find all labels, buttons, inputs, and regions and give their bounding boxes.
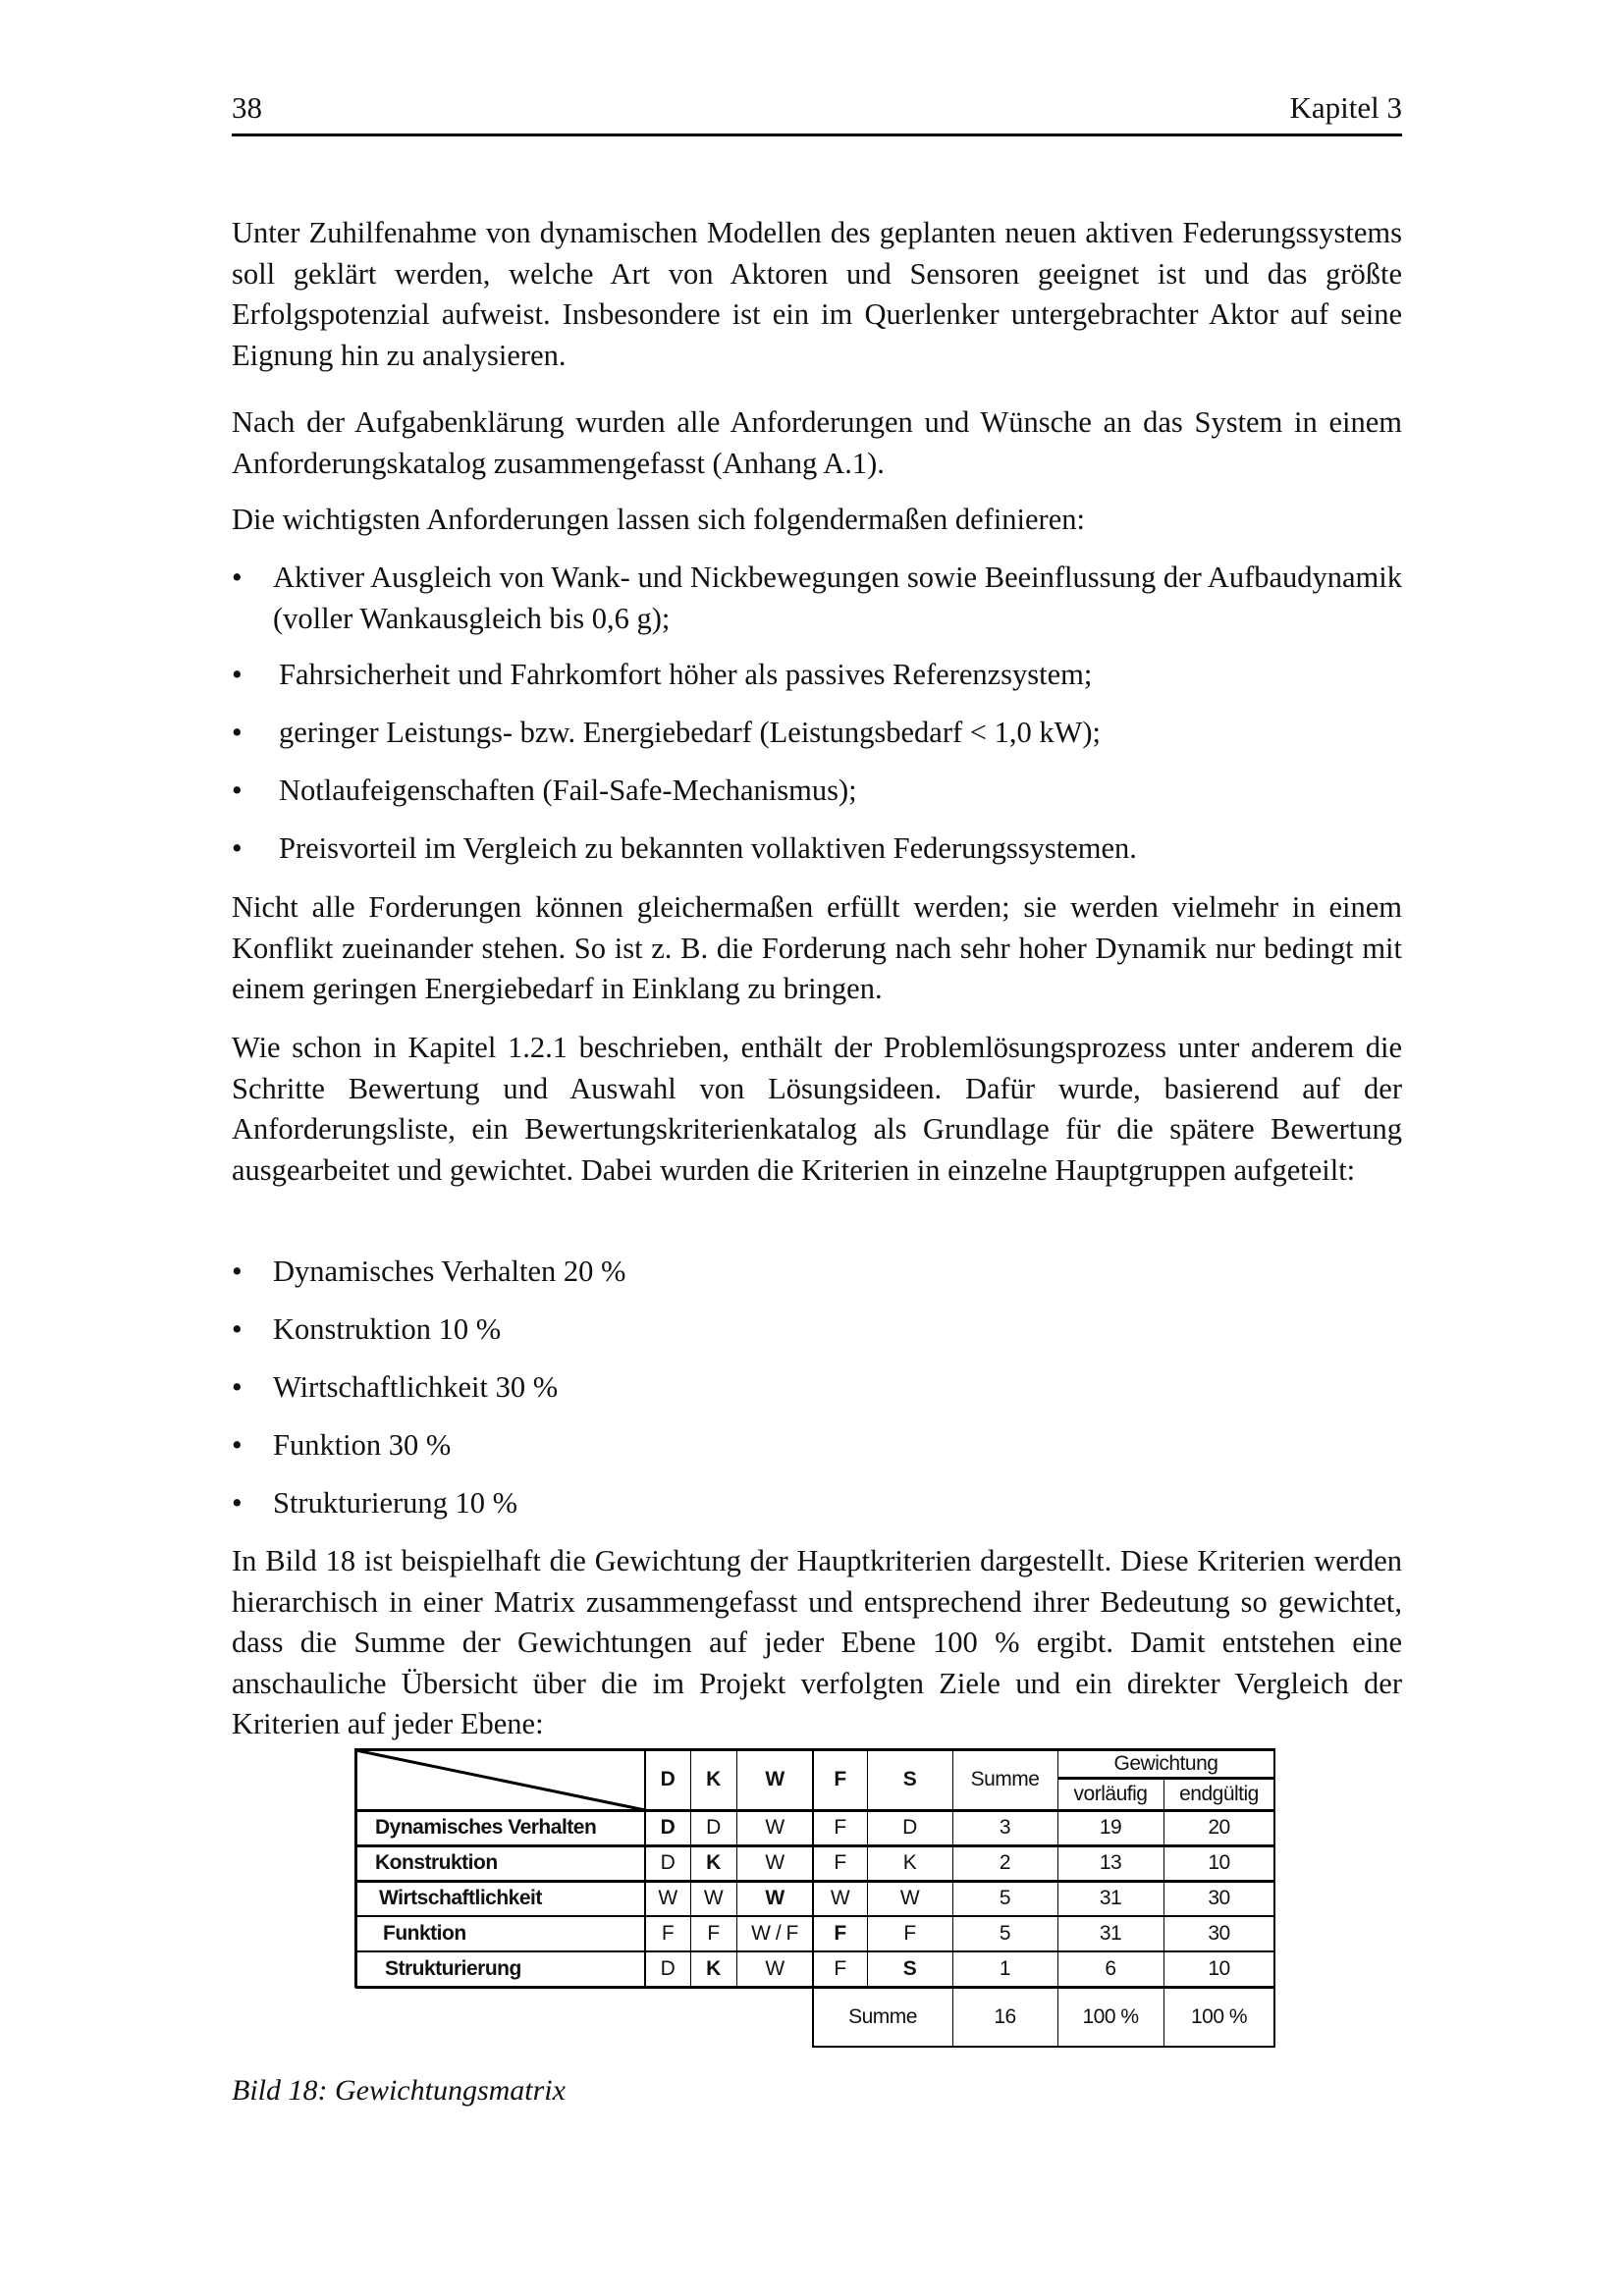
matrix-cell: K [706, 1851, 721, 1874]
matrix-cell: D [902, 1816, 917, 1839]
paragraph: In Bild 18 ist beispielhaft die Gewichtung der Hauptkriterien dargestellt. Diese Kriterien werden hierarchisch in einer Matrix zusammengefasst und entsprechend ihrer Bedeutung so gewichtet, dass die Summe der Gewichtungen auf jeder Ebene 100 % ergibt. Damit entstehen eine anschauliche Übersicht über die im Projekt verfolgten Ziele und ein direkter Vergleich der Kriterien auf jeder Ebene: [232, 1544, 1402, 1740]
list-item-text: Konstruktion 10 % [273, 1312, 502, 1346]
row-prelim: 31 [1099, 1922, 1122, 1945]
row-label: Funktion [383, 1922, 466, 1945]
matrix-cell: D [660, 1957, 676, 1980]
list-item-text: geringer Leistungs- bzw. Energiebedarf (Leistungsbedarf < 1,0 kW); [279, 716, 1102, 749]
total-label: Summe [848, 2004, 917, 2028]
row-prelim: 6 [1105, 1957, 1116, 1980]
list-item-text: Fahrsicherheit und Fahrkomfort höher als passives Referenzsystem; [279, 658, 1093, 691]
grid-line [736, 1748, 737, 1988]
matrix-cell: W [703, 1887, 724, 1909]
bullet-icon: • [232, 1428, 243, 1462]
grid-line [355, 1748, 1275, 1751]
row-sum: 5 [999, 1887, 1011, 1909]
matrix-cell: K [902, 1851, 917, 1874]
grid-line [355, 1915, 1275, 1917]
grid-line [354, 1748, 357, 1988]
row-sum: 2 [999, 1851, 1011, 1874]
matrix-cell: F [834, 1816, 846, 1839]
bullet-icon: • [232, 831, 243, 865]
matrix-cell: D [660, 1816, 676, 1839]
page-number: 38 [232, 90, 262, 125]
row-label: Wirtschaftlichkeit [379, 1887, 542, 1909]
matrix-cell: F [707, 1922, 720, 1945]
column-header: Summe [970, 1768, 1040, 1790]
bullet-icon: • [232, 716, 243, 749]
grid-line [1273, 1748, 1275, 2048]
row-label: Dynamisches Verhalten [375, 1816, 597, 1839]
row-final: 10 [1208, 1957, 1230, 1980]
matrix-cell: W [765, 1816, 784, 1839]
column-header: W [765, 1768, 784, 1790]
bullet-icon: • [232, 1255, 243, 1288]
grid-line [355, 1880, 1275, 1883]
grid-line [867, 1748, 868, 1988]
matrix-cell: W [899, 1887, 920, 1909]
matrix-cell: F [834, 1957, 846, 1980]
grid-line [1057, 1748, 1058, 2048]
bullet-icon: • [232, 561, 243, 594]
matrix-cell: F [903, 1922, 916, 1945]
grid-line [952, 1748, 953, 2048]
matrix-cell: D [660, 1851, 676, 1874]
list-item-text: Notlaufeigenschaften (Fail-Safe-Mechanismus); [279, 774, 857, 807]
row-prelim: 19 [1099, 1816, 1122, 1839]
matrix-cell: K [706, 1957, 721, 1980]
row-label: Konstruktion [375, 1851, 498, 1874]
bullet-icon: • [232, 1370, 243, 1404]
column-header-preliminary: vorläufig [1073, 1783, 1148, 1805]
matrix-cell: W [765, 1851, 784, 1874]
row-final: 10 [1208, 1851, 1230, 1874]
figure-caption: Bild 18: Gewichtungsmatrix [232, 2074, 566, 2107]
row-final: 30 [1208, 1922, 1230, 1945]
header-rule [232, 133, 1402, 136]
matrix-cell: W [765, 1957, 784, 1980]
column-header: S [902, 1768, 917, 1790]
total-final: 100 % [1190, 2004, 1248, 2028]
total-sum: 16 [994, 2004, 1016, 2028]
grid-line [355, 1809, 1275, 1812]
column-header: D [660, 1768, 676, 1790]
paragraph: Nicht alle Forderungen können gleichermaßen erfüllt werden; sie werden vielmehr in einem Konflikt zueinander stehen. So ist z. B. die Forderung nach sehr hoher Dynamik nur bedingt mit einem geringen Energiebedarf in Einklang zu bringen. [232, 890, 1402, 1005]
row-sum: 3 [999, 1816, 1011, 1839]
grid-line [813, 2046, 1274, 2048]
paragraph: Nach der Aufgabenklärung wurden alle Anforderungen und Wünsche an das System in einem Anforderungskatalog zusammengefasst (Anhang A.1). [232, 405, 1402, 480]
row-prelim: 31 [1099, 1887, 1122, 1909]
paragraph: Die wichtigsten Anforderungen lassen sich folgendermaßen definieren: [232, 503, 1085, 536]
matrix-cell: W [658, 1887, 677, 1909]
chapter-title: Kapitel 3 [1289, 90, 1402, 125]
paragraph: Wie schon in Kapitel 1.2.1 beschrieben, enthält der Problemlösungsprozess unter anderem die Schritte Bewertung und Auswahl von Lösungsideen. Dafür wurde, basierend auf der Anforderungsliste, ein Bewertungskriterienkatalog als Grundlage für die spätere Bewertung ausgearbeitet und gewichtet. Dabei wurden die Kriterien in einzelne Hauptgruppen aufgeteilt: [232, 1031, 1402, 1187]
row-final: 30 [1208, 1887, 1230, 1909]
matrix-cell: W / F [751, 1922, 798, 1945]
column-header-final: endgültig [1179, 1783, 1259, 1805]
weighting-header: Gewichtung [1113, 1751, 1218, 1775]
list-item-text: Aktiver Ausgleich von Wank- und Nickbewegungen sowie Beeinflussung der Aufbaudynamik (voller Wankausgleich bis 0,6 g); [273, 561, 1402, 635]
paragraph: Unter Zuhilfenahme von dynamischen Modellen des geplanten neuen aktiven Federungssystems soll geklärt werden, welche Art von Aktoren und Sensoren geeignet ist und das größte Erfolgspotenzial aufweist. Insbesondere ist ein im Querlenker untergebrachter Aktor auf seine Eignung hin zu analysieren. [232, 216, 1402, 372]
grid-line [812, 1748, 814, 2048]
column-header: F [834, 1768, 846, 1790]
list-item-text: Funktion 30 % [273, 1428, 452, 1462]
row-sum: 1 [999, 1957, 1011, 1980]
grid-line [355, 1950, 1275, 1952]
grid-line [644, 1748, 646, 1988]
diagonal-divider [355, 1749, 646, 1811]
matrix-cell: F [834, 1922, 846, 1945]
bullet-icon: • [232, 1486, 243, 1520]
row-final: 20 [1208, 1816, 1230, 1839]
matrix-cell: F [661, 1922, 675, 1945]
row-prelim: 13 [1099, 1851, 1122, 1874]
list-item-text: Dynamisches Verhalten 20 % [273, 1255, 626, 1288]
column-header: K [706, 1768, 721, 1790]
list-item-text: Preisvorteil im Vergleich zu bekannten vollaktiven Federungssystemen. [279, 831, 1137, 865]
grid-line [1163, 1778, 1164, 2048]
matrix-cell: W [765, 1887, 784, 1909]
bullet-icon: • [232, 774, 243, 807]
grid-line [1057, 1777, 1274, 1780]
grid-line [690, 1748, 691, 1988]
list-item-text: Strukturierung 10 % [273, 1486, 518, 1520]
grid-line [355, 1986, 1275, 1989]
row-sum: 5 [999, 1922, 1011, 1945]
row-label: Strukturierung [385, 1957, 521, 1980]
list-item-text: Wirtschaftlichkeit 30 % [273, 1370, 559, 1404]
total-preliminary: 100 % [1082, 2004, 1139, 2028]
matrix-cell: F [834, 1851, 846, 1874]
bullet-icon: • [232, 1312, 243, 1346]
matrix-cell: S [902, 1957, 917, 1980]
matrix-cell: W [830, 1887, 850, 1909]
grid-line [355, 1844, 1275, 1847]
bullet-icon: • [232, 658, 243, 691]
matrix-cell: D [706, 1816, 721, 1839]
